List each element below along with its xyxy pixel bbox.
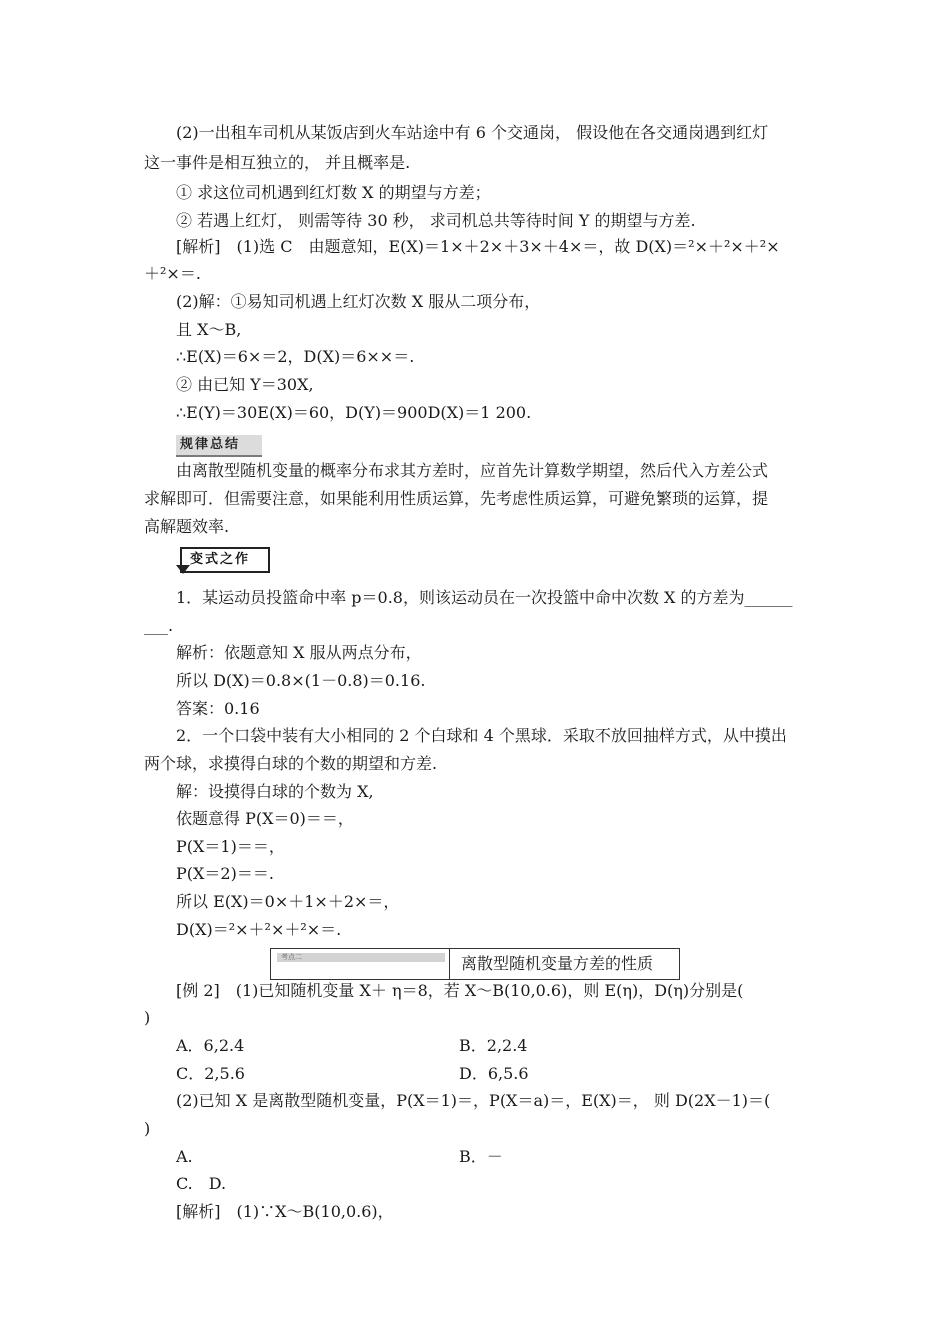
- variant-badge: [176, 543, 268, 577]
- text-line: (2)一出租车司机从某饭店到火车站途中有 6 个交通岗， 假设他在各交通岗遇到红灯: [176, 123, 769, 142]
- text-line: 答案：0.16: [176, 699, 260, 718]
- text-line: 1．某运动员投篮命中率 p＝0.8，则该运动员在一次投篮中命中次数 X 的方差为______: [176, 588, 793, 607]
- text-line: 所以 E(X)＝0×＋1×＋2×＝，: [176, 892, 400, 911]
- divider: [449, 949, 450, 979]
- text-line: (2)已知 X 是离散型随机变量，P(X＝1)＝，P(X＝a)＝，E(X)＝， 则 D(2X－1)＝(: [176, 1091, 771, 1110]
- text-line: 由离散型随机变量的概率分布求其方差时，应首先计算数学期望，然后代入方差公式: [176, 461, 769, 480]
- text-line: [解析] (1)选 C 由题意知，E(X)＝1×＋2×＋3×＋4×＝，故 D(X)＝²×＋²×＋²×: [176, 237, 780, 256]
- option-cd: C. D.: [176, 1174, 227, 1193]
- text-line: 且 X～B,: [176, 320, 242, 339]
- text-line: 2．一个口袋中装有大小相同的 2 个白球和 4 个黑球．采取不放回抽样方式，从中摸出: [176, 726, 787, 745]
- topic-tag: 考点二: [277, 953, 445, 962]
- text-line: ＋²×＝.: [144, 264, 201, 283]
- text-line: 解析：依题意知 X 服从两点分布，: [176, 643, 422, 662]
- rule-summary-label: 规律总结: [180, 437, 241, 452]
- text-line: ∴E(X)＝6×＝2，D(X)＝6××＝.: [176, 347, 415, 366]
- option-d: D．6,5.6: [459, 1064, 529, 1083]
- topic-header-box: [270, 948, 680, 980]
- text-line: (2)解：①易知司机遇上红灯次数 X 服从二项分布，: [176, 292, 541, 311]
- text-line: P(X＝2)＝＝.: [176, 864, 274, 883]
- option-a: A．6,2.4: [176, 1036, 245, 1055]
- text-line: ): [144, 1008, 151, 1027]
- option-c: C．2,5.6: [176, 1064, 245, 1083]
- text-line: 解：设摸得白球的个数为 X,: [176, 782, 374, 801]
- text-line: 所以 D(X)＝0.8×(1－0.8)＝0.16.: [176, 671, 426, 690]
- text-line: [例 2] (1)已知随机变量 X＋ η＝8，若 X～B(10,0.6)，则 E(η)，D(η)分别是(: [176, 981, 744, 1000]
- text-line: D(X)＝²×＋²×＋²×＝.: [176, 920, 342, 939]
- text-line: 高解题效率.: [144, 517, 230, 536]
- text-line: ): [144, 1119, 151, 1138]
- topic-title: 离散型随机变量方差的性质: [461, 954, 654, 973]
- arrow-down-icon: [176, 565, 190, 574]
- text-line: 两个球，求摸得白球的个数的期望和方差.: [144, 754, 438, 773]
- rule-summary-badge: [176, 435, 262, 457]
- option-b: B．2,2.4: [459, 1036, 528, 1055]
- text-line: ∴E(Y)＝30E(X)＝60，D(Y)＝900D(X)＝1 200.: [176, 403, 532, 422]
- text-line: ② 若遇上红灯， 则需等待 30 秒， 求司机总共等待时间 Y 的期望与方差.: [176, 211, 696, 230]
- text-line: P(X＝1)＝＝，: [176, 837, 285, 856]
- text-line: ② 由已知 Y＝30X,: [176, 375, 314, 394]
- variant-label: 变式之作: [190, 552, 251, 567]
- text-line: 这一事件是相互独立的， 并且概率是.: [144, 153, 411, 172]
- text-line: 求解即可．但需要注意，如果能利用性质运算，先考虑性质运算，可避免繁琐的运算，提: [144, 489, 769, 508]
- option-b: B．－: [459, 1147, 503, 1166]
- text-line: ___.: [144, 616, 174, 635]
- text-line: ① 求这位司机遇到红灯数 X 的期望与方差；: [176, 183, 491, 202]
- text-line: 依题意得 P(X＝0)＝＝，: [176, 809, 354, 828]
- text-line: [解析] (1)∵X～B(10,0.6)，: [176, 1202, 394, 1221]
- option-a: A.: [176, 1147, 193, 1166]
